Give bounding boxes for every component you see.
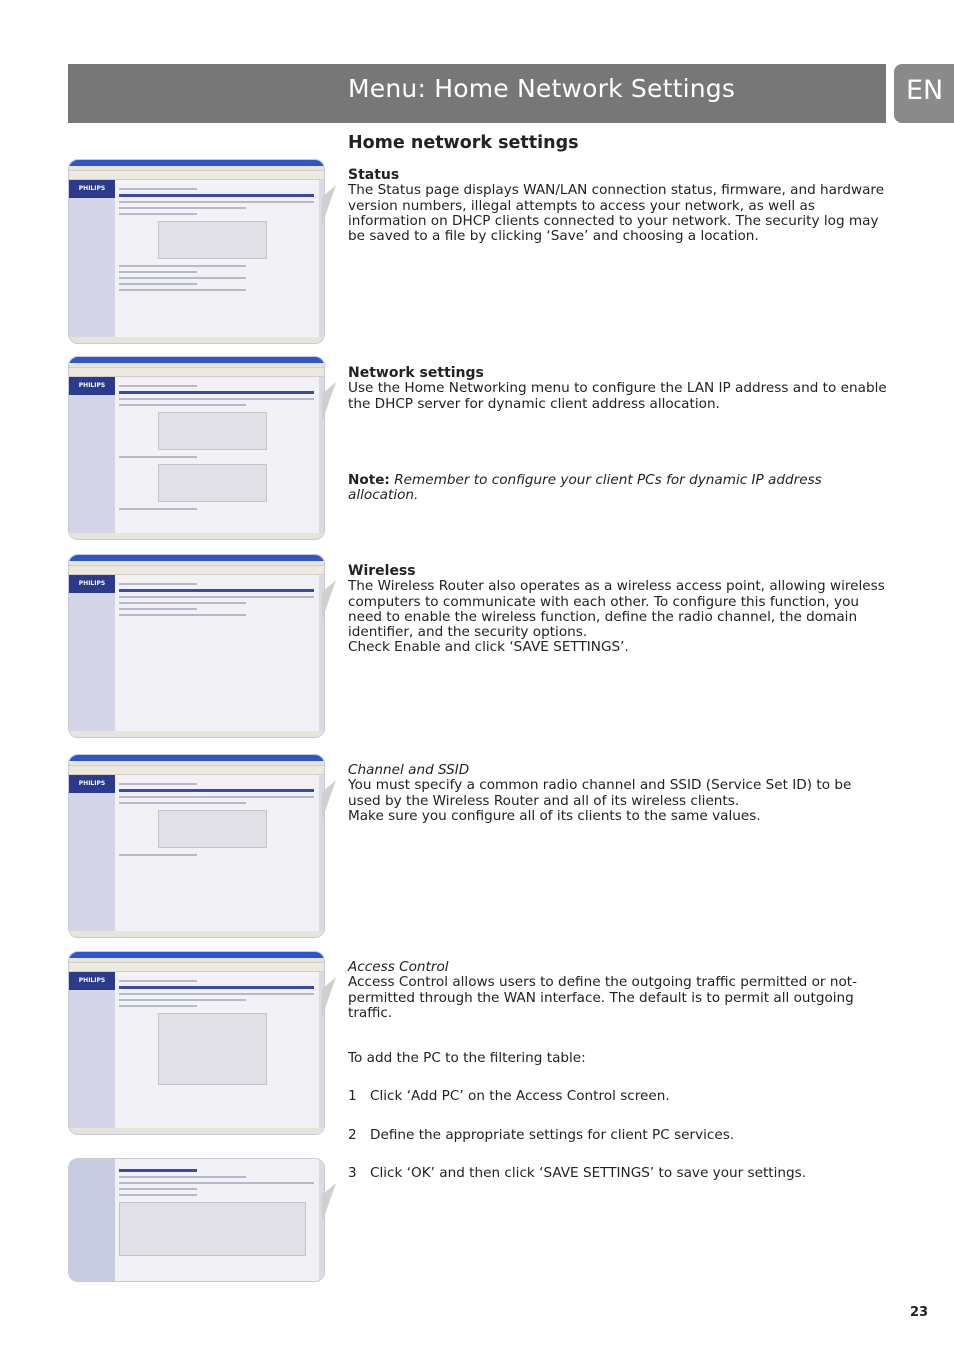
- step-text: Click ‘Add PC’ on the Access Control screen.: [370, 1088, 670, 1104]
- section-title: Home network settings: [348, 133, 579, 153]
- access-control-block: [348, 960, 888, 1021]
- access-control-screenshot: [68, 951, 325, 1135]
- network-settings-screenshot: [68, 356, 325, 540]
- filtering-intro: [348, 1051, 888, 1066]
- wireless-screenshot: [68, 554, 325, 738]
- page-number: 23: [910, 1305, 929, 1320]
- philips-logo: PHILIPS: [69, 775, 115, 793]
- access-body: Access Control allows users to define the outgoing traffic permitted or not-permitted through the WAN interface. The default is to permit all outgoing traffic.: [348, 974, 858, 1021]
- wireless-block: [348, 564, 888, 656]
- access-control-add-pc-screenshot: [68, 1158, 325, 1282]
- step-2: [348, 1128, 888, 1143]
- status-body: The Status page displays WAN/LAN connection status, firmware, and hardware version numbers, illegal attempts to access your network, as well as information on DHCP clients connected to your network. The security log may be saved to a file by clicking ‘Save’ and choosing a location.: [348, 182, 885, 245]
- language-tab: [894, 64, 954, 123]
- filtering-intro-text: To add the PC to the filtering table:: [348, 1050, 586, 1066]
- status-block: [348, 168, 888, 244]
- wireless-heading: Wireless: [348, 563, 416, 579]
- philips-logo: PHILIPS: [69, 180, 115, 198]
- channel-body-2: Make sure you configure all of its clients to the same values.: [348, 807, 761, 824]
- wireless-body-2: Check Enable and click ‘SAVE SETTINGS’.: [348, 639, 629, 656]
- status-heading: Status: [348, 167, 400, 183]
- channel-ssid-block: [348, 763, 888, 824]
- header-banner: [68, 64, 886, 123]
- philips-logo: PHILIPS: [69, 377, 115, 395]
- note-label: Note:: [348, 472, 390, 488]
- wireless-body: The Wireless Router also operates as a wireless access point, allowing wireless computers to communicate with each other. To configure this function, you need to enable the wireless function, define the radio channel, the domain identifier, and the security options.: [348, 578, 885, 641]
- channel-ssid-screenshot: [68, 754, 325, 938]
- network-settings-block: [348, 366, 888, 412]
- philips-logo: PHILIPS: [69, 575, 115, 593]
- step-number: 3: [348, 1165, 357, 1181]
- note-block: [348, 473, 888, 504]
- step-number: 1: [348, 1088, 357, 1104]
- language-label: EN: [906, 75, 944, 106]
- page-title: Menu: Home Network Settings: [348, 74, 736, 103]
- status-screenshot: [68, 159, 325, 344]
- access-subheading: Access Control: [348, 959, 449, 975]
- network-body: Use the Home Networking menu to configure the LAN IP address and to enable the DHCP server for dynamic client address allocation.: [348, 380, 887, 412]
- philips-logo: PHILIPS: [69, 972, 115, 990]
- note-text: Remember to configure your client PCs for dynamic IP address allocation.: [348, 472, 822, 504]
- note: [348, 473, 888, 504]
- step-1: [348, 1089, 888, 1104]
- network-heading: Network settings: [348, 365, 484, 381]
- step-number: 2: [348, 1127, 357, 1143]
- step-text: Click ‘OK’ and then click ‘SAVE SETTINGS’ to save your settings.: [370, 1165, 807, 1181]
- step-3: [348, 1166, 888, 1181]
- channel-subheading: Channel and SSID: [348, 762, 470, 778]
- channel-body: You must specify a common radio channel and SSID (Service Set ID) to be used by the Wireless Router and all of its wireless clients.: [348, 777, 852, 809]
- step-text: Define the appropriate settings for client PC services.: [370, 1127, 735, 1143]
